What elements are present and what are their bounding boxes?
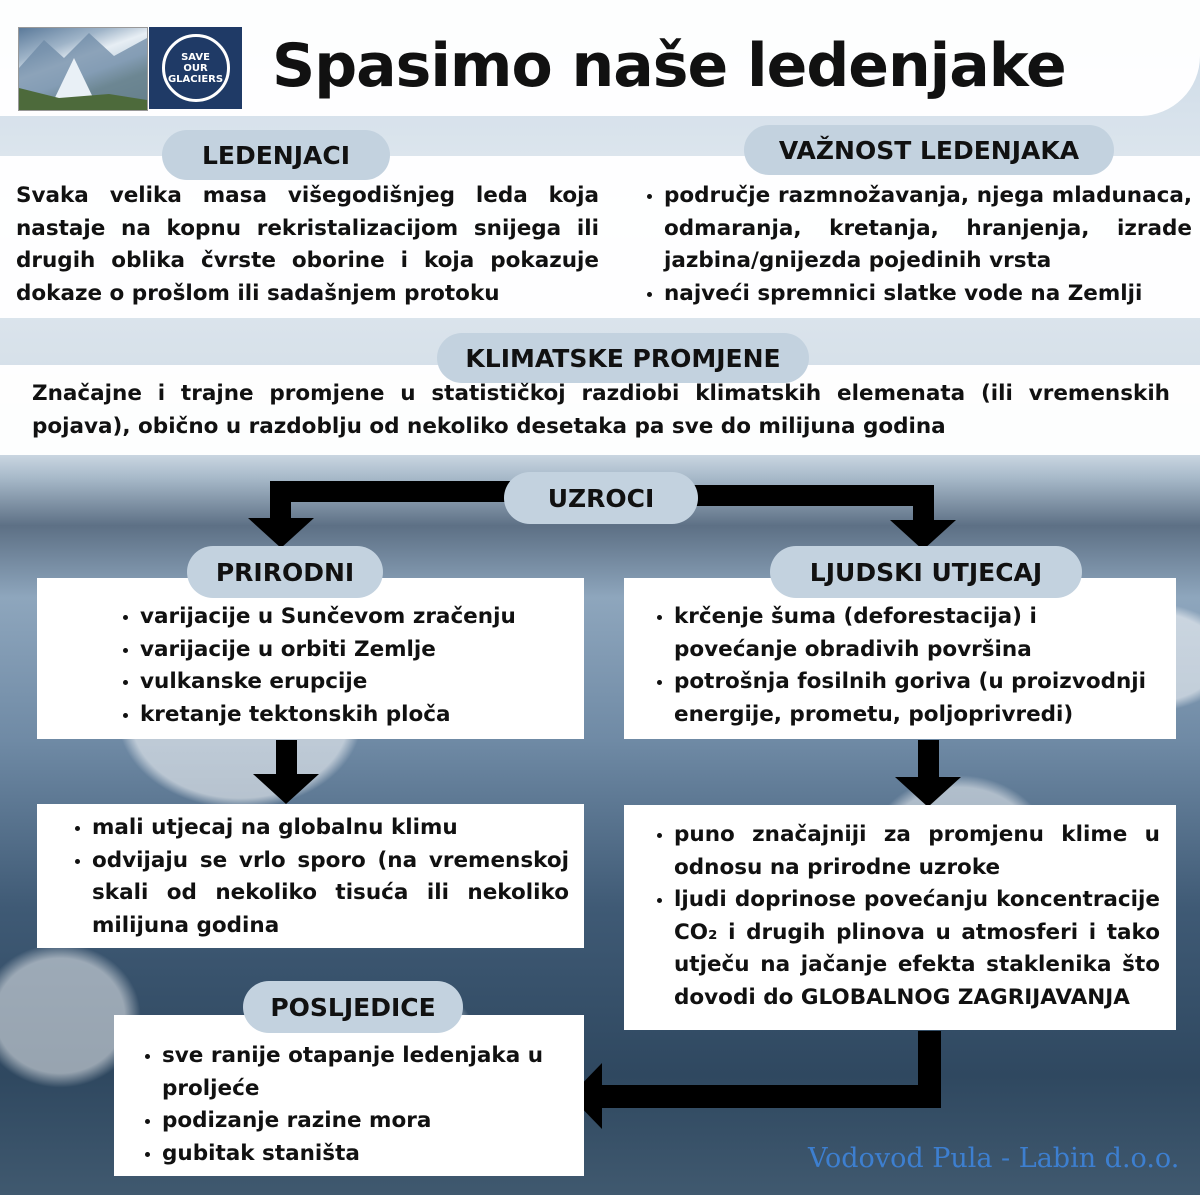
prirodni-list bbox=[114, 601, 574, 731]
posljedice-heading: POSLJEDICE bbox=[243, 981, 463, 1033]
arrow-left-head bbox=[248, 518, 314, 548]
arrow-right-horizontal bbox=[690, 485, 933, 506]
prirodni-item: • varijacije u Sunčevom zračenju bbox=[140, 601, 574, 634]
mountain-icon bbox=[19, 28, 147, 110]
ledenjaci-text: Svaka velika masa višegodišnjeg leda koja nastaje na kopnu rekristalizacijom snijega ili drugih oblika čvrste oborine i koja pokazuje dokaze o prošlom ili sadašnjem protoku bbox=[16, 183, 599, 306]
vaznost-list bbox=[640, 180, 1192, 310]
ljudski-item: • krčenje šuma (deforestacija) i povećanje obradivih površina bbox=[674, 601, 1163, 666]
arrow-left-vertical bbox=[270, 481, 291, 521]
vaznost-item: • najveći spremnici slatke vode na Zemlji bbox=[664, 278, 1192, 311]
klimatske-text: Značajne i trajne promjene u statističkoj razdiobi klimatskih elemenata (ili vremenskih pojava), obično u razdoblju od nekoliko desetaka pa sve do milijuna godina bbox=[32, 381, 1170, 439]
arrow-left-horizontal bbox=[270, 481, 510, 502]
page-title: Spasimo naše ledenjake bbox=[272, 31, 1066, 101]
footer-credit: Vodovod Pula - Labin d.o.o. bbox=[808, 1143, 1180, 1174]
klimatske-heading: KLIMATSKE PROMJENE bbox=[437, 333, 809, 383]
prirodni-item: • kretanje tektonskih ploča bbox=[140, 699, 574, 732]
uzroci-heading: UZROCI bbox=[504, 472, 698, 524]
posljedice-item: • sve ranije otapanje ledenjaka u proljeće bbox=[162, 1040, 556, 1105]
ljudski-effects-list bbox=[648, 819, 1160, 1014]
ljudski-list bbox=[648, 601, 1163, 731]
posljedice-item: • gubitak staništa bbox=[162, 1138, 556, 1171]
prirodni-item: • vulkanske erupcije bbox=[140, 666, 574, 699]
vaznost-heading: VAŽNOST LEDENJAKA bbox=[744, 125, 1114, 175]
ljudski-effect: • ljudi doprinose povećanju koncentracije CO₂ i drugih plinova u atmosferi i tako utječu na jačanje efekta staklenika što dovodi do GLOBALNOG ZAGRIJAVANJA bbox=[674, 884, 1160, 1014]
arrow-prirodni-down bbox=[276, 740, 297, 776]
arrow-right-vertical bbox=[913, 485, 934, 525]
prirodni-effects-list bbox=[66, 812, 569, 942]
prirodni-item: • varijacije u orbiti Zemlje bbox=[140, 634, 574, 667]
ljudski-effect: • puno značajniji za promjenu klime u odnosu na prirodne uzroke bbox=[674, 819, 1160, 884]
ljudski-item: • potrošnja fosilnih goriva (u proizvodnji energije, prometu, poljoprivredi) bbox=[674, 666, 1163, 731]
badge-circle bbox=[162, 34, 230, 102]
prirodni-effect: • mali utjecaj na globalnu klimu bbox=[92, 812, 569, 845]
vaznost-item: • područje razmnožavanja, njega mladunaca, odmaranja, kretanja, hranjenja, izrade jazbina/gnijezda pojedinih vrsta bbox=[664, 180, 1192, 278]
ljudski-heading: LJUDSKI UTJECAJ bbox=[770, 546, 1082, 598]
arrow-ljudski-head bbox=[895, 777, 961, 807]
prirodni-heading: PRIRODNI bbox=[187, 546, 383, 598]
badge-text: SAVE OUR GLACIERS bbox=[167, 51, 224, 85]
arrow-ljudski-down bbox=[918, 740, 939, 780]
posljedice-list bbox=[136, 1040, 556, 1170]
arrow-posljedice-horizontal bbox=[600, 1085, 941, 1108]
arrow-prirodni-head bbox=[253, 774, 319, 804]
posljedice-item: • podizanje razine mora bbox=[162, 1105, 556, 1138]
prirodni-effect: • odvijaju se vrlo sporo (na vremenskoj skali od nekoliko tisuća ili nekoliko milijuna godina bbox=[92, 845, 569, 943]
save-our-glaciers-badge bbox=[149, 27, 242, 109]
ledenjaci-heading: LEDENJACI bbox=[162, 130, 390, 180]
glacier-thumbnail bbox=[18, 27, 148, 111]
